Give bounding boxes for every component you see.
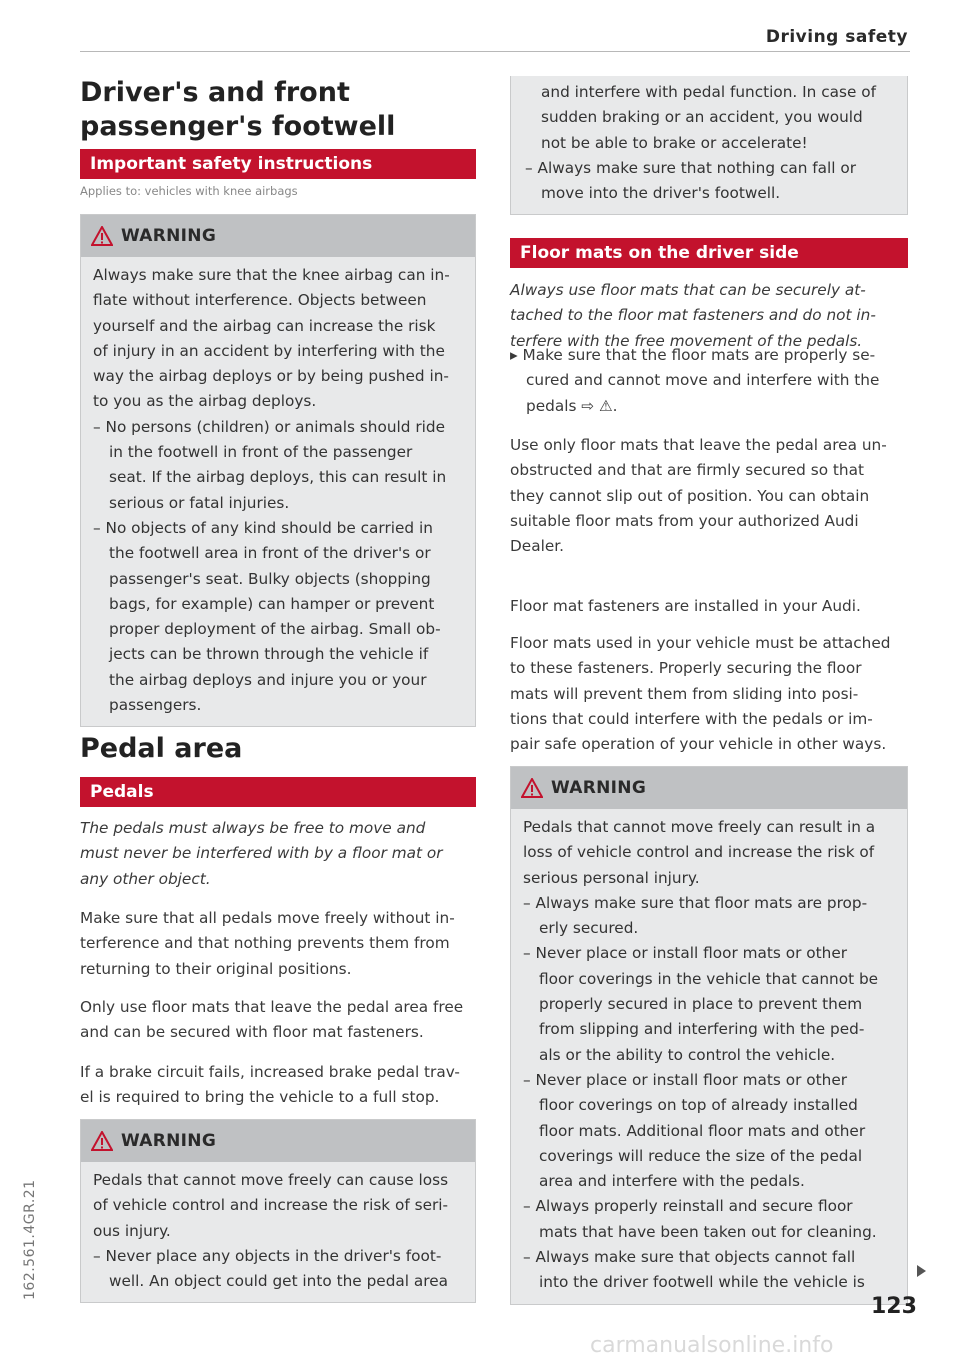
floor-mats-intro: Always use floor mats that can be securely at- tached to the floor mat fasteners and do not in- terfere with the free movement of the pedals. (510, 281, 876, 350)
section-title-footwell: Driver's and front passenger's footwell (80, 77, 396, 142)
warning-box-knee-airbag (80, 214, 476, 727)
warning-list-item: – No objects of any kind should be carried in the footwell area in front of the driver's or passenger's seat. Bulky objects (shopping bags, for example) can hamper or prevent proper deployment of the airbag. Small ob- jects can be thrown through the vehicle if the airbag deploys and injure you or your passengers. (93, 518, 441, 715)
warning-box-continued (510, 76, 908, 215)
paragraph: Floor mat fasteners are installed in your Audi. (510, 597, 861, 615)
pedals-intro: The pedals must always be free to move and must never be interfered with by a floor mat or any other object. (80, 819, 443, 888)
subsection-bar-safety: Important safety instructions (80, 149, 476, 179)
warning-label: WARNING (121, 1131, 217, 1151)
subsection-bar-floor-mats: Floor mats on the driver side (510, 238, 908, 268)
warning-list-item: – Never place any objects in the driver's foot- well. An object could get into the pedal area (93, 1246, 448, 1291)
section-title-pedal-area: Pedal area (80, 733, 243, 764)
running-header: Driving safety (765, 27, 908, 47)
warning-list-item: – Never place or install floor mats or other floor coverings in the vehicle that cannot be properly secured in place to prevent them from slipping and interfering with the ped- als or the ability to control the vehicle. (523, 944, 879, 1064)
warning-header (511, 767, 907, 809)
paragraph: Make sure that all pedals move freely without in- terference and that nothing prevents them from returning to their original positions. (80, 909, 455, 978)
subsection-bar-pedals: Pedals (80, 777, 476, 807)
warning-list-item: – Always make sure that floor mats are prop- erly secured. (523, 893, 868, 938)
warning-triangle-icon (91, 1131, 113, 1151)
applies-to-note: Applies to: vehicles with knee airbags (80, 184, 298, 198)
page-number: 123 (871, 1294, 917, 1319)
warning-body: Pedals that cannot move freely can result in a loss of vehicle control and increase the risk of serious personal injury. – Always make sure that floor mats are prop- erly secured. – Never place or install floor mats or other floor coverings in the vehicle that cannot be properly secured in place to prevent them from slipping and interfering with the ped- als or the ability to control the vehicle. – Never place or install floor mats or other floor coverings on top of already installed floor mats. Additional floor mats and other coverings will reduce the size of the pedal area and interfere with the pedals. – Always properly reinstall and secure floor mats that have been taken out for cleaning. – Always make sure that objects cannot fall into the driver footwell while the vehicle is (511, 809, 907, 1304)
continue-arrow-icon (917, 1265, 926, 1277)
warning-body (511, 76, 907, 214)
paragraph: Use only floor mats that leave the pedal area un- obstructed and that are firmly secured so that they cannot slip out of position. You can obtain suitable floor mats from your authorized Audi Dealer. (510, 436, 887, 556)
warning-triangle-icon (91, 226, 113, 246)
warning-body: Always make sure that the knee airbag can in- flate without interference. Objects between yourself and the airbag can increase the risk of injury in an accident by interfering with the way the airbag deploys or by being pushed in- to you as the airbag deploys. – No persons (children) or animals should ride in the footwell in front of the passenger seat. If the airbag deploys, this can result in serious or fatal injuries. – No objects of any kind should be carried in the footwell area in front of the driver's or passenger's seat. Bulky objects (shopping bags, for example) can hamper or prevent proper deployment of the airbag. Small ob- jects can be thrown through the vehicle if the airbag deploys and injure you or your passengers. (81, 257, 475, 726)
document-code: 162.561.4GR.21 (22, 1179, 38, 1300)
header-rule (80, 51, 910, 52)
warning-list-item: – Always properly reinstall and secure floor mats that have been taken out for cleaning. (523, 1197, 877, 1241)
warning-list-item: – Always make sure that objects cannot fall into the driver footwell while the vehicle is (523, 1248, 865, 1292)
warning-box-floor-mats (510, 766, 908, 1305)
warning-list-item: – No persons (children) or animals should ride in the footwell in front of the passenger seat. If the airbag deploys, this can result in serious or fatal injuries. (93, 417, 447, 512)
watermark: carmanualsonline.info (590, 1333, 834, 1358)
warning-label: WARNING (551, 778, 647, 798)
paragraph: Floor mats used in your vehicle must be attached to these fasteners. Properly securing the floor mats will prevent them from sliding into posi- tions that could interfere with the pedals or im- pair safe operation of your vehicle in other ways. (510, 634, 891, 754)
warning-header (81, 215, 475, 257)
warning-list-item: and interfere with pedal function. In case of sudden braking or an accident, you would not be able to brake or accelerate! (541, 83, 876, 152)
warning-box-pedals (80, 1119, 476, 1303)
warning-list-item: – Always make sure that nothing can fall or move into the driver's footwell. (525, 158, 857, 203)
paragraph: Only use floor mats that leave the pedal area free and can be secured with floor mat fasteners. (80, 998, 464, 1042)
warning-triangle-icon (521, 778, 543, 798)
warning-list-item: – Never place or install floor mats or other floor coverings on top of already installed floor mats. Additional floor mats and other coverings will reduce the size of the pedal area and interfere with the pedals. (523, 1070, 866, 1191)
warning-header (81, 1120, 475, 1162)
warning-label: WARNING (121, 226, 217, 246)
paragraph: If a brake circuit fails, increased brake pedal trav- el is required to bring the vehicle to a full stop. (80, 1063, 460, 1107)
instruction-bullet: ▸ Make sure that the floor mats are properly se- cured and cannot move and interfere with the pedals ⇨ ⚠. (510, 346, 880, 415)
warning-body: Pedals that cannot move freely can cause loss of vehicle control and increase the risk of seri- ous injury. – Never place any objects in the driver's foot- well. An object could get into the pedal area (81, 1162, 475, 1302)
